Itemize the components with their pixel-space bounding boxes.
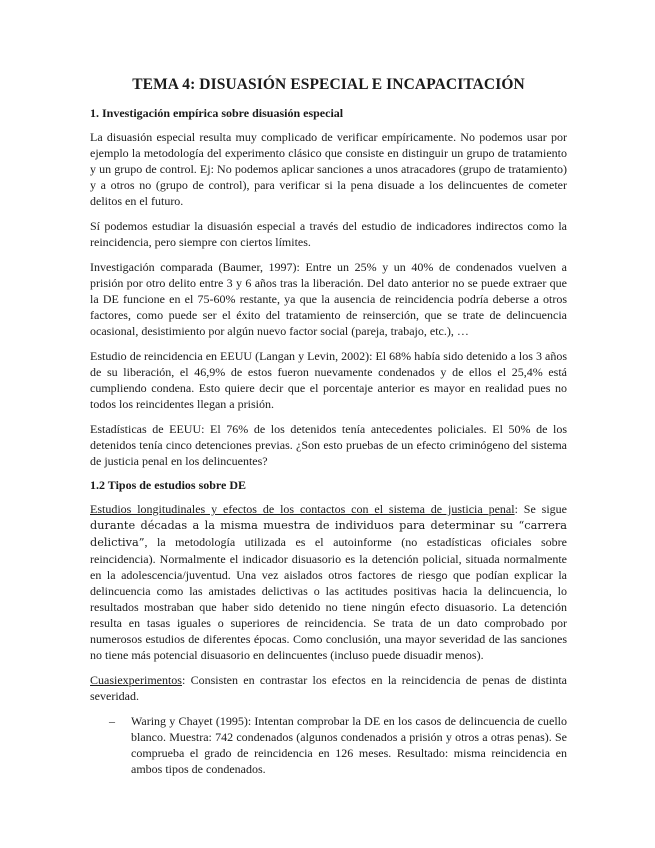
dash-bullet: – xyxy=(109,714,115,728)
paragraph-langan-levin: Estudio de reincidencia en EEUU (Langan y Levin, 2002): El 68% había sido detenido a los 3 años de su liberación, el 46,9% de estos fueron nuevamente condenados y de ellos el 25,4% está cumpliendo condena. Esto quiere decir que el porcentaje anterior es mayor en realidad pues no todos los reincidentes llegan a prisión. xyxy=(90,349,567,411)
paragraph-quasi-experiments xyxy=(90,672,567,704)
list-item xyxy=(90,713,567,777)
longitudinal-studies-label: Estudios longitudinales y efectos de los contactos con el sistema de justicia penal xyxy=(90,502,515,516)
document-body xyxy=(90,72,567,777)
study-list xyxy=(90,713,567,777)
paragraph-longitudinal xyxy=(90,501,567,663)
section-heading-1: 1. Investigación empírica sobre disuasión especial xyxy=(90,106,344,120)
paragraph-intro: La disuasión especial resulta muy complicado de verificar empíricamente. No podemos usar por ejemplo la metodología del experimento clásico que consiste en distinguir un grupo de tratamiento y un grupo de control. Ej: No podemos aplicar sanciones a unos atracadores (grupo de tratamiento) y a otros no (grupo de control), para verificar si la pena disuade a los delincuentes de cometer delitos en el futuro. xyxy=(90,130,567,208)
list-item-text: Waring y Chayet (1995): Intentan comprobar la DE en los casos de delincuencia de cuello blanco. Muestra: 742 condenados (algunos condenados a prisión y otros a otras penas). Se comprueba el grado de reincidencia en 126 meses. Resultado: misma reincidencia en ambos tipos de condenados. xyxy=(131,714,567,776)
longitudinal-colon: : Se sigue xyxy=(514,502,568,516)
paragraph-baumer: Investigación comparada (Baumer, 1997): Entre un 25% y un 40% de condenados vuelven a prisión por otro delito entre 3 y 6 años tras la liberación. Del dato anterior no se puede extraer que la DE funcione en el 75-60% restante, ya que la ausencia de reincidencia podría deberse a otros factores, como puede ser el éxito del tratamiento de reinserción, que se trate de delincuencia ocasional, desistimiento por algún nuevo factor social (pareja, trabajo, etc.), … xyxy=(90,260,567,338)
paragraph-indicators: Sí podemos estudiar la disuasión especial a través del estudio de indicadores indirectos como la reincidencia, pero siempre con ciertos límites. xyxy=(90,219,567,249)
longitudinal-text: , la metodología utilizada es el autoinforme (no estadísticas oficiales sobre reincidencia). Normalmente el indicador disuasorio es la detención policial, situada normalmente en la adolescencia/juventud. Una vez aislados otros factores de riesgo que podían explicar la delincuencia como las amistades delictivas o las actitudes positivas hacia la delincuencia, lo resultados mostraban que haber sido detenido no tiene ningún efecto disuasorio. La detención resulta en tasas iguales o superiores de reincidencia. Se trata de un dato comprobado por numerosos estudios de diferentes épocas. Como conclusión, una mayor severidad de las sanciones no tiene más potencial disuasorio en delincuentes (incluso puede disuadir menos). xyxy=(90,535,567,662)
quasi-experiments-label: Cuasiexperimentos xyxy=(90,673,182,687)
quasi-experiments-text: : Consisten en contrastar los efectos en la reincidencia de penas de distinta severidad. xyxy=(90,673,567,703)
section-heading-1-2: 1.2 Tipos de estudios sobre DE xyxy=(90,478,247,492)
paragraph-eeuu-stats: Estadísticas de EEUU: El 76% de los detenidos tenía antecedentes policiales. El 50% de los detenidos tenía cinco detenciones previas. ¿Son esto pruebas de un efecto criminógeno del sistema de justicia penal en los delincuentes? xyxy=(90,422,567,468)
longitudinal-sample-text: durante décadas a la misma muestra de individuos para determinar su “carrera delictiva” xyxy=(90,519,567,549)
page-title: TEMA 4: DISUASIÓN ESPECIAL E INCAPACITACIÓN xyxy=(132,76,525,93)
